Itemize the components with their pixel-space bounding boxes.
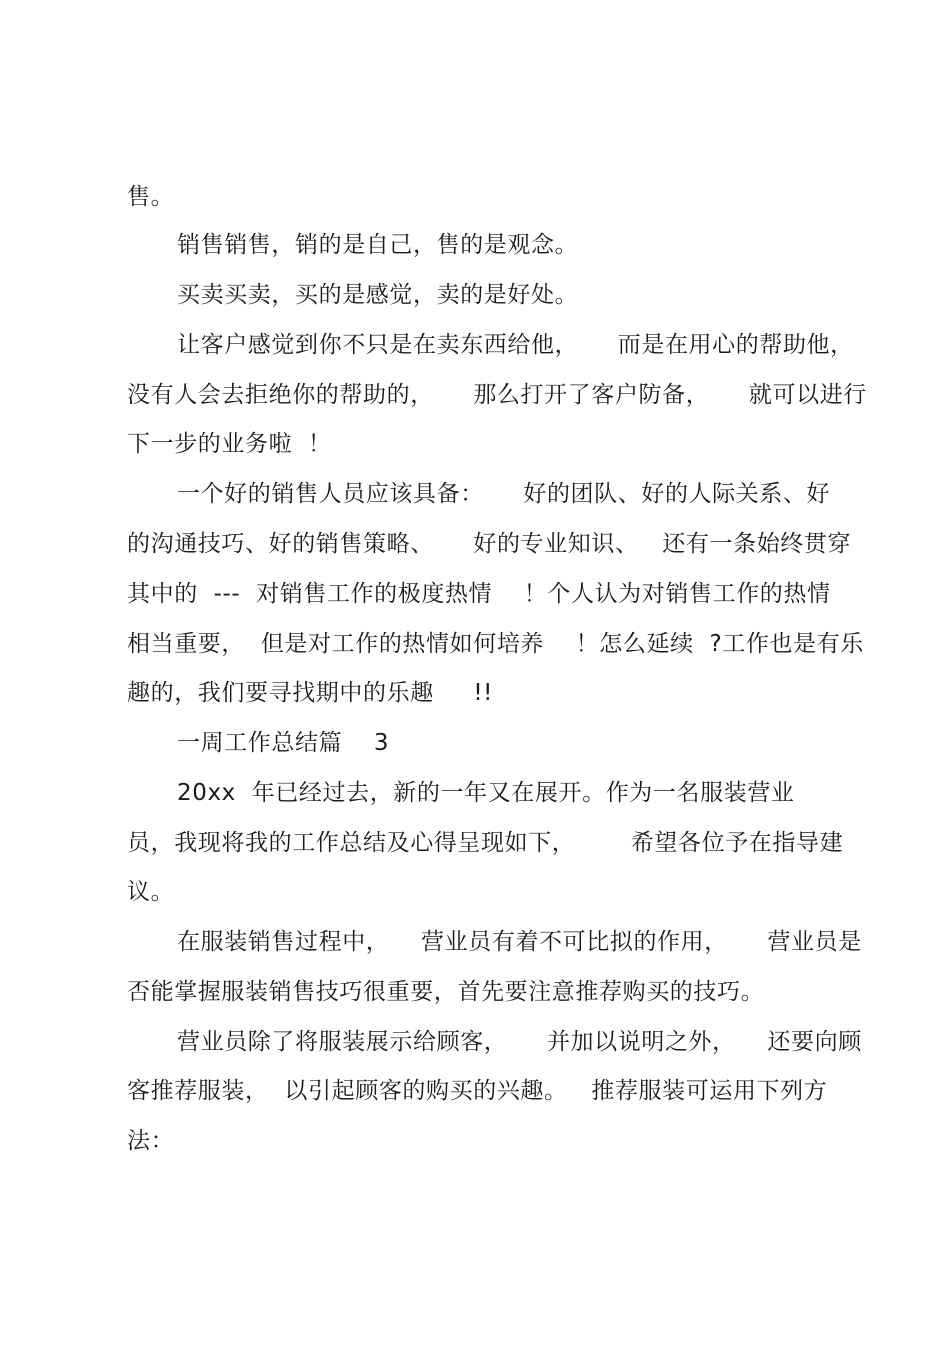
text-line-7: 一个好的销售人员应该具备： 好的团队、好的人际关系、好 (177, 481, 831, 507)
text-line-15: 议。 (127, 879, 175, 905)
text-line-3: 买卖买卖，买的是感觉，卖的是好处。 (177, 282, 579, 308)
text-line-4: 让客户感觉到你不只是在卖东西给他， 而是在用心的帮助他， (177, 332, 854, 358)
text-line-9: 其中的 --- 对销售工作的极度热情 ！个人认为对销售工作的热情 (127, 581, 831, 607)
text-line-19: 客推荐服装， 以引起顾客的购买的兴趣。 推荐服装可运用下列方 (127, 1078, 828, 1104)
text-line-18: 营业员除了将服装展示给顾客， 并加以说明之外， 还要向顾 (177, 1029, 862, 1055)
text-line-13: 20xx 年已经过去，新的一年又在展开。作为一名服装营业 (177, 780, 795, 806)
text-line-17: 否能掌握服装销售技巧很重要，首先要注意推荐购买的技巧。 (127, 979, 765, 1005)
text-line-2: 销售销售，销的是自己，售的是观念。 (177, 232, 579, 258)
text-line-20: 法： (127, 1128, 175, 1154)
text-line-11: 趣的，我们要寻找期中的乐趣 !! (127, 680, 493, 706)
text-line-14: 员，我现将我的工作总结及心得呈现如下， 希望各位予在指导建 (127, 830, 844, 856)
text-line-10: 相当重要， 但是对工作的热情如何培养 ！怎么延续 ?工作也是有乐 (127, 631, 864, 657)
text-line-6: 下一步的业务啦 ！ (127, 431, 332, 457)
text-line-1: 售。 (127, 184, 175, 210)
text-line-16: 在服装销售过程中， 营业员有着不可比拟的作用， 营业员是 (177, 929, 862, 955)
text-line-8: 的沟通技巧、好的销售策略、 好的专业知识、 还有一条始终贯穿 (127, 531, 852, 557)
section-heading: 一周工作总结篇 3 (177, 730, 390, 756)
text-line-5: 没有人会去拒绝你的帮助的， 那么打开了客户防备， 就可以进行 (127, 382, 867, 408)
